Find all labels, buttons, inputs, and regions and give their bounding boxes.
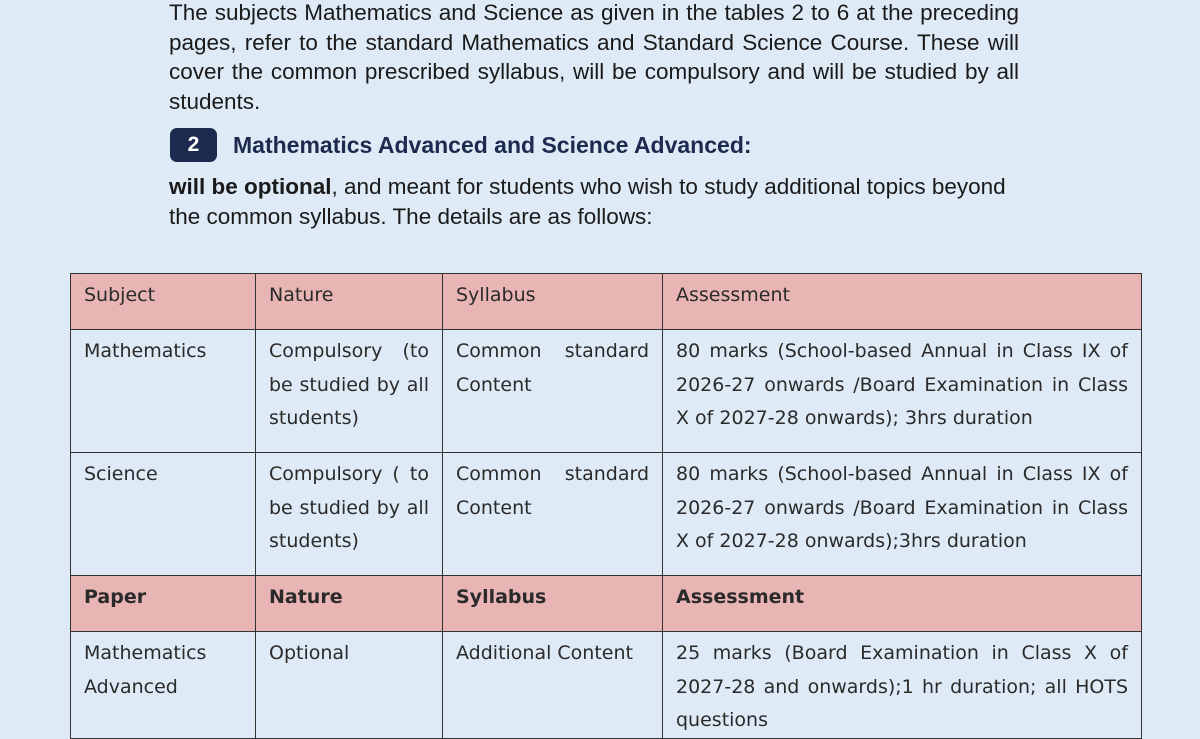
header-cell-assessment: Assessment <box>663 274 1142 330</box>
cell-nature: Compulsory (to be studied by all students) <box>256 330 443 453</box>
table-row-mathematics-advanced <box>71 632 1142 739</box>
intro-paragraph: The subjects Mathematics and Science as given in the tables 2 to 6 at the preceding pages, refer to the standard Mathematics and Standard Science Course. These will cover the common prescribed syllabus, will be compulsory and will be studied by all students. <box>169 0 1019 114</box>
cell-paper: Mathematics Advanced <box>71 632 256 739</box>
cell-assessment: 80 marks (School-based Annual in Class IX of 2026-27 onwards /Board Examination in Class X of 2027-28 onwards);3hrs duration <box>663 453 1142 576</box>
cell-subject: Science <box>71 453 256 576</box>
cell-nature: Compulsory ( to be studied by all students) <box>256 453 443 576</box>
cell-nature: Optional <box>256 632 443 739</box>
header-cell-nature: Nature <box>256 576 443 632</box>
cell-assessment: 80 marks (School-based Annual in Class IX of 2026-27 onwards /Board Examination in Class X of 2027-28 onwards); 3hrs duration <box>663 330 1142 453</box>
header-cell-nature: Nature <box>256 274 443 330</box>
section-heading <box>170 128 752 162</box>
subjects-table <box>70 273 1142 739</box>
header-cell-assessment: Assessment <box>663 576 1142 632</box>
optional-emphasis: will be optional <box>169 174 332 199</box>
header-cell-paper: Paper <box>71 576 256 632</box>
cell-assessment: 25 marks (Board Examination in Class X of 2027-28 and onwards);1 hr duration; all HOTS questions <box>663 632 1142 739</box>
cell-syllabus: Common standard Content <box>443 330 663 453</box>
section-number-badge: 2 <box>170 128 217 162</box>
section-title: Mathematics Advanced and Science Advanced: <box>233 131 752 158</box>
cell-syllabus: Common standard Content <box>443 453 663 576</box>
header-cell-syllabus: Syllabus <box>443 274 663 330</box>
cell-subject: Mathematics <box>71 330 256 453</box>
optional-paragraph <box>169 172 1024 231</box>
header-cell-syllabus: Syllabus <box>443 576 663 632</box>
table-header-row <box>71 274 1142 330</box>
cell-syllabus: Additional Content <box>443 632 663 739</box>
table-row-science <box>71 453 1142 576</box>
header-cell-subject: Subject <box>71 274 256 330</box>
table-row-mathematics <box>71 330 1142 453</box>
table-header-row-paper <box>71 576 1142 632</box>
optional-paragraph-rest: , and meant for students who wish to study additional topics beyond the common syllabus. The details are as follows: <box>169 174 1006 229</box>
